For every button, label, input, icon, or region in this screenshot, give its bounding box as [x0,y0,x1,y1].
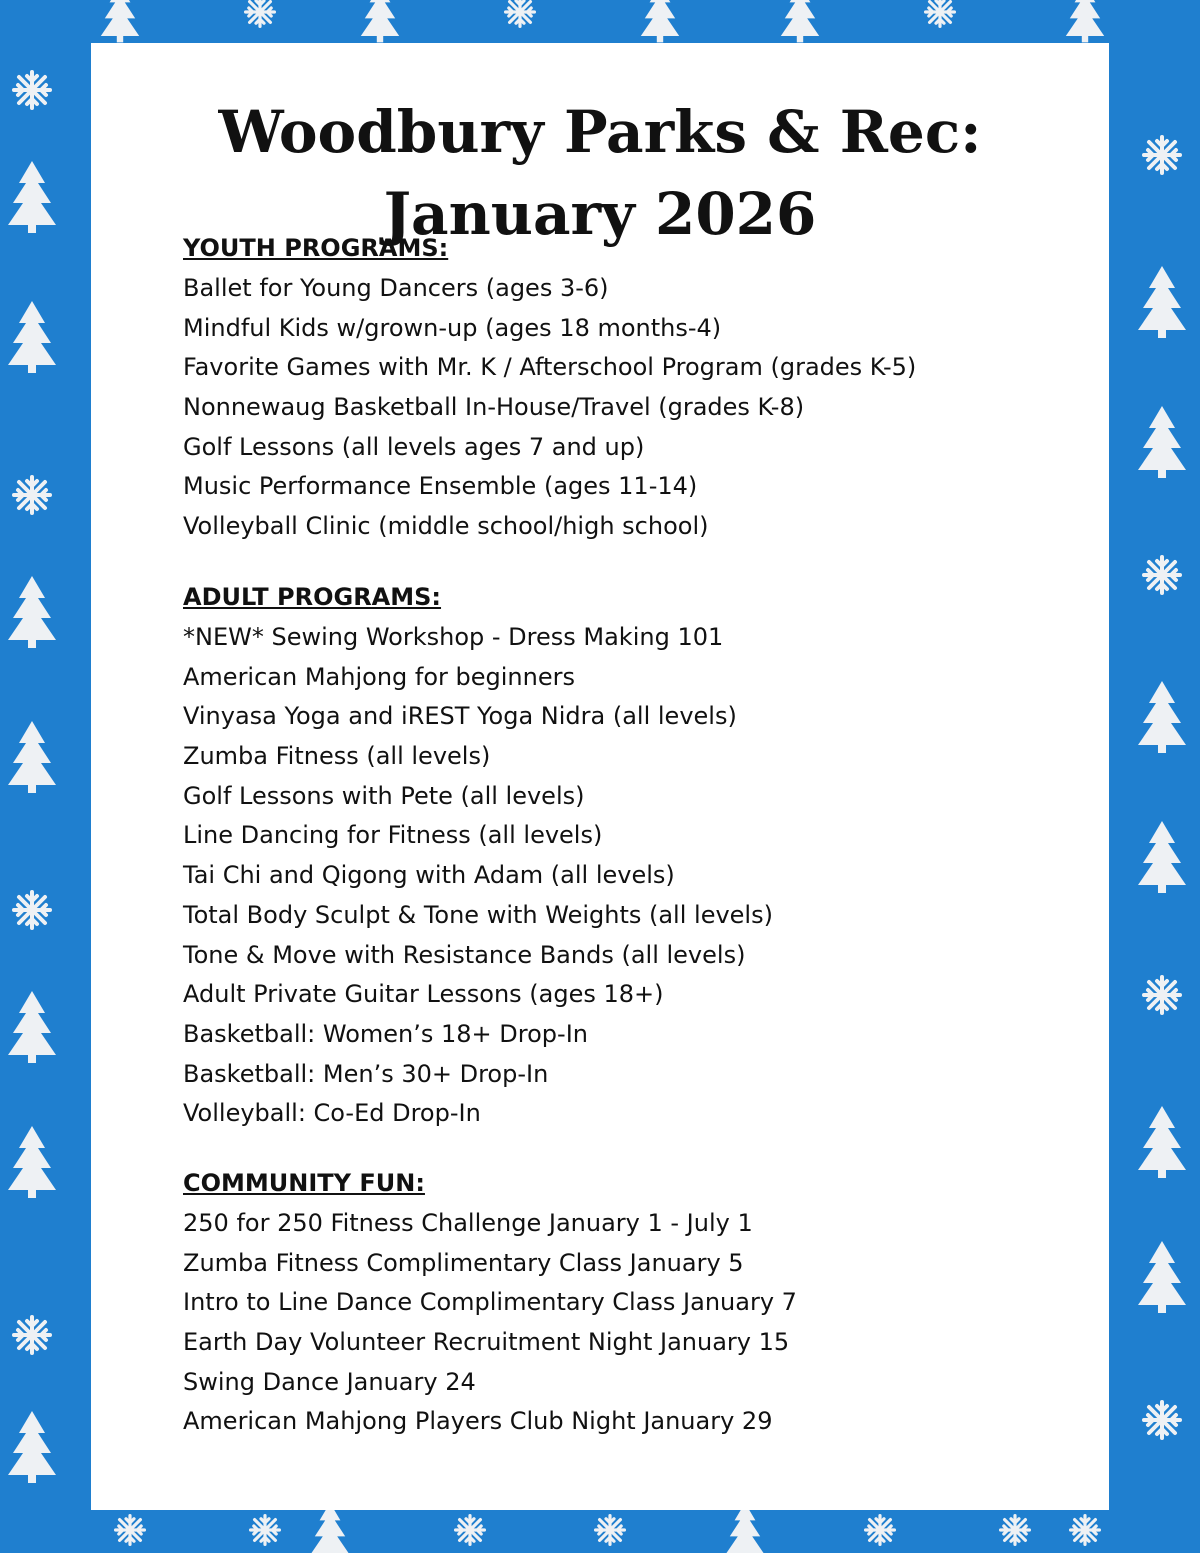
snowflake-icon [1144,137,1180,173]
tree-icon [8,576,56,648]
list-item: Intro to Line Dance Complimentary Class January 7 [183,1288,797,1317]
tree-icon [8,721,56,793]
list-item: Zumba Fitness Complimentary Class January 5 [183,1248,744,1277]
list-item: Volleyball: Co-Ed Drop-In [183,1099,481,1128]
list-item: Golf Lessons (all levels ages 7 and up) [183,432,645,461]
section-heading-community: COMMUNITY FUN: [183,1169,425,1197]
snowflake-icon [14,477,50,513]
list-item: Zumba Fitness (all levels) [183,742,491,771]
section-heading-youth: YOUTH PROGRAMS: [183,234,449,262]
community-event-list [183,1204,797,1442]
list-item: Tai Chi and Qigong with Adam (all levels) [183,861,675,890]
tree-icon [8,991,56,1063]
snowflake-icon [1001,1516,1030,1545]
section-adult-programs [183,578,773,1134]
snowflake-icon [926,0,955,26]
tree-icon [1138,1106,1186,1178]
tree-icon [1138,821,1186,893]
tree-icon [1138,681,1186,753]
list-item: Swing Dance January 24 [183,1367,476,1396]
title-line-2: January 2026 [383,180,817,248]
list-item: Adult Private Guitar Lessons (ages 18+) [183,980,664,1009]
tree-icon [1138,266,1186,338]
tree-icon [361,0,399,42]
list-item: Mindful Kids w/grown-up (ages 18 months-4) [183,313,722,342]
tree-icon [8,161,56,233]
list-item: Tone & Move with Resistance Bands (all levels) [183,940,746,969]
tree-icon [1138,406,1186,478]
snowflake-icon [596,1516,625,1545]
tree-icon [101,0,139,42]
list-item: Favorite Games with Mr. K / Afterschool Program (grades K-5) [183,353,917,382]
list-item: Basketball: Men’s 30+ Drop-In [183,1059,549,1088]
list-item: Basketball: Women’s 18+ Drop-In [183,1019,588,1048]
tree-icon [726,1503,764,1553]
tree-icon [8,1126,56,1198]
tree-icon [311,1503,349,1553]
list-item: American Mahjong for beginners [183,662,575,691]
list-item: Ballet for Young Dancers (ages 3-6) [183,274,609,302]
tree-icon [641,0,679,42]
tree-icon [8,301,56,373]
snowflake-icon [116,1516,145,1545]
list-item: Golf Lessons with Pete (all levels) [183,781,585,810]
section-youth-programs [183,229,916,547]
list-item: Line Dancing for Fitness (all levels) [183,821,603,850]
tree-icon [1066,0,1104,42]
tree-icon [781,0,819,42]
snowflake-icon [506,0,535,26]
list-item: Earth Day Volunteer Recruitment Night January 15 [183,1328,790,1357]
snowflake-icon [251,1516,280,1545]
list-item: Volleyball Clinic (middle school/high school) [183,512,709,541]
list-item: American Mahjong Players Club Night January 29 [183,1407,773,1436]
youth-program-list [183,269,916,547]
tree-icon [8,1411,56,1483]
snowflake-icon [246,0,275,26]
list-item: Nonnewaug Basketball In-House/Travel (grades K-8) [183,393,805,422]
snowflake-icon [14,72,50,108]
list-item: 250 for 250 Fitness Challenge January 1 - July 1 [183,1209,753,1237]
list-item: Total Body Sculpt & Tone with Weights (all levels) [183,900,773,929]
flyer-card [91,43,1109,1510]
snowflake-icon [1144,1402,1180,1438]
list-item: Vinyasa Yoga and iREST Yoga Nidra (all levels) [183,702,737,731]
section-heading-adult: ADULT PROGRAMS: [183,583,442,611]
snowflake-icon [14,1317,50,1353]
snowflake-icon [456,1516,485,1545]
snowflake-icon [1071,1516,1100,1545]
tree-icon [1138,1241,1186,1313]
list-item: *NEW* Sewing Workshop - Dress Making 101 [183,623,724,651]
section-community-fun [183,1164,797,1442]
snowflake-icon [1144,977,1180,1013]
snowflake-icon [1144,557,1180,593]
snowflake-icon [866,1516,895,1545]
list-item: Music Performance Ensemble (ages 11-14) [183,472,698,501]
adult-program-list [183,618,773,1134]
title-line-1: Woodbury Parks & Rec: [218,98,982,166]
snowflake-icon [14,892,50,928]
